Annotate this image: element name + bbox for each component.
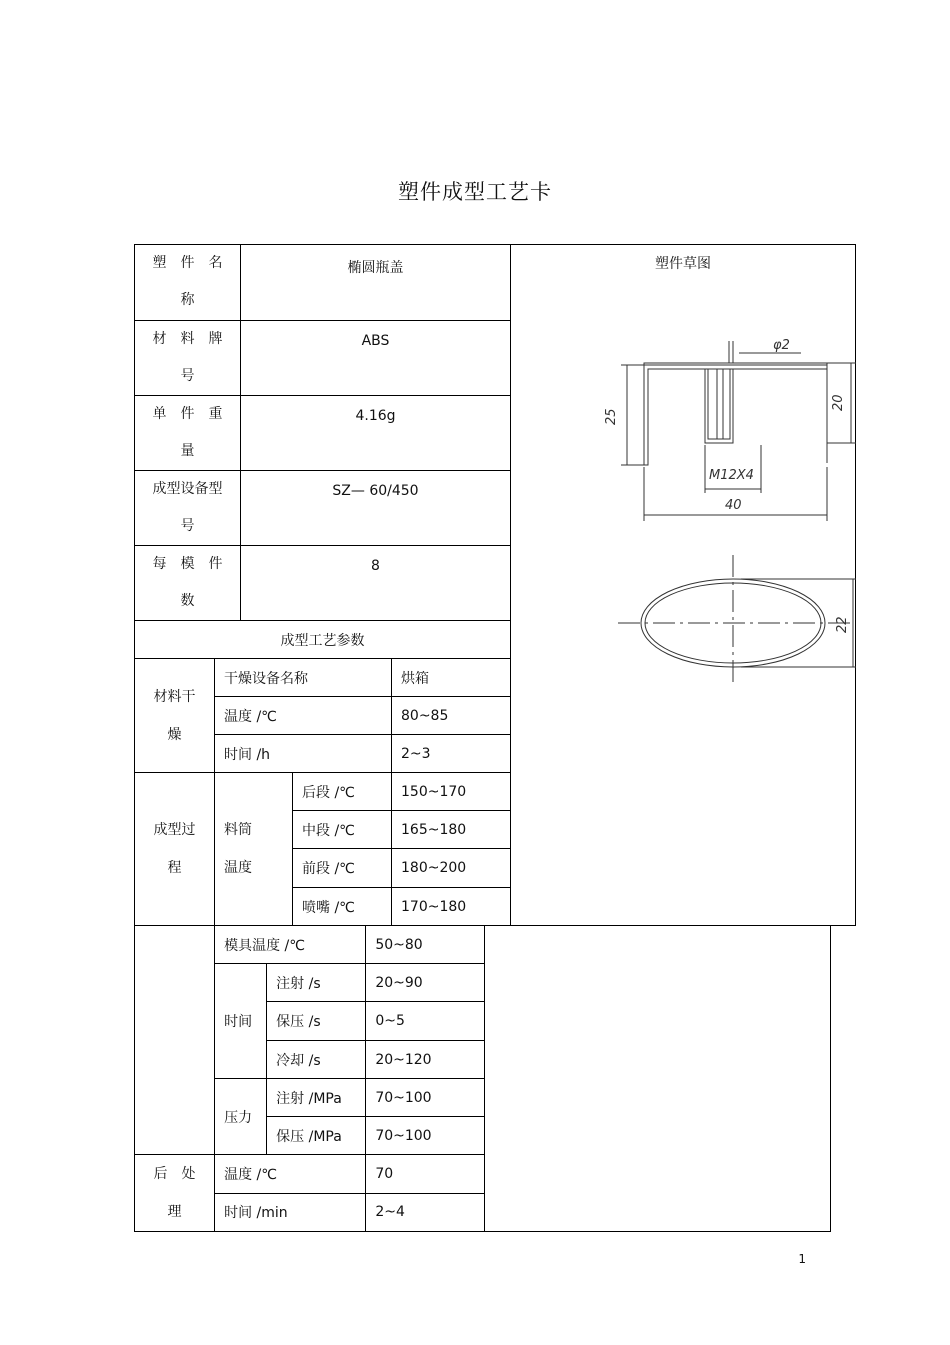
- machine-label: 成型设备型 号: [135, 471, 241, 546]
- page-title: 塑件成型工艺卡: [398, 180, 552, 204]
- part-name-value: 椭圆瓶盖: [241, 245, 511, 321]
- barrel-row-value: 150~170: [392, 773, 511, 811]
- pressure-row-value: 70~100: [366, 1079, 485, 1117]
- time-row-value: 20~90: [366, 964, 485, 1002]
- drying-row-value: 2~3: [392, 735, 511, 773]
- post-row-name: 时间 /min: [215, 1193, 366, 1232]
- dim-22: 22: [835, 616, 850, 633]
- weight-label: 单件重 量: [135, 396, 241, 471]
- drying-row-name: 时间 /h: [215, 735, 392, 773]
- drying-group-label: 材料干 燥: [135, 659, 215, 773]
- post-row-value: 2~4: [366, 1193, 485, 1232]
- dim-25: 25: [604, 408, 619, 425]
- mold-temp-value: 50~80: [366, 926, 485, 964]
- dim-40: 40: [725, 498, 742, 513]
- time-label: 时间: [215, 964, 267, 1079]
- cavities-value: 8: [241, 546, 511, 621]
- time-row-value: 0~5: [366, 1002, 485, 1041]
- barrel-row-value: 165~180: [392, 811, 511, 849]
- barrel-row-name: 喷嘴 /℃: [293, 888, 392, 926]
- barrel-row-name: 后段 /℃: [293, 773, 392, 811]
- molding-group-continued: [135, 926, 215, 1155]
- page-number: 1: [798, 1252, 806, 1266]
- cavities-label: 每模件 数: [135, 546, 241, 621]
- time-row-name: 保压 /s: [267, 1002, 366, 1041]
- machine-value: SZ— 60/450: [241, 471, 511, 546]
- params-header: 成型工艺参数: [135, 621, 511, 659]
- pressure-row-name: 保压 /MPa: [267, 1117, 366, 1155]
- drying-row-name: 温度 /℃: [215, 697, 392, 735]
- post-row-name: 温度 /℃: [215, 1155, 366, 1194]
- dim-phi: φ2: [773, 338, 790, 353]
- dim-20: 20: [831, 394, 846, 411]
- sketch-cell-continued: [485, 926, 831, 1232]
- time-row-value: 20~120: [366, 1041, 485, 1079]
- weight-value: 4.16g: [241, 396, 511, 471]
- process-card-table: [134, 244, 856, 926]
- material-value: ABS: [241, 321, 511, 396]
- pressure-row-name: 注射 /MPa: [267, 1079, 366, 1117]
- barrel-row-value: 170~180: [392, 888, 511, 926]
- barrel-row-value: 180~200: [392, 849, 511, 888]
- mold-temp-name: 模具温度 /℃: [215, 926, 366, 964]
- part-name-label: 塑件名 称: [135, 245, 241, 321]
- material-label: 材料牌 号: [135, 321, 241, 396]
- pressure-label: 压力: [215, 1079, 267, 1155]
- barrel-row-name: 中段 /℃: [293, 811, 392, 849]
- molding-group-label: 成型过 程: [135, 773, 215, 926]
- process-card-table-lower: [134, 925, 831, 1232]
- time-row-name: 注射 /s: [267, 964, 366, 1002]
- drying-row-name: 干燥设备名称: [215, 659, 392, 697]
- barrel-row-name: 前段 /℃: [293, 849, 392, 888]
- post-group-label: 后处 理: [135, 1155, 215, 1232]
- pressure-row-value: 70~100: [366, 1117, 485, 1155]
- sketch-header: 塑件草图: [655, 256, 711, 272]
- dim-thread: M12X4: [709, 468, 754, 483]
- drying-row-value: 80~85: [392, 697, 511, 735]
- barrel-temp-label: 料筒 温度: [215, 773, 293, 926]
- drying-row-value: 烘箱: [392, 659, 511, 697]
- sketch-cell: [511, 245, 856, 926]
- post-row-value: 70: [366, 1155, 485, 1194]
- time-row-name: 冷却 /s: [267, 1041, 366, 1079]
